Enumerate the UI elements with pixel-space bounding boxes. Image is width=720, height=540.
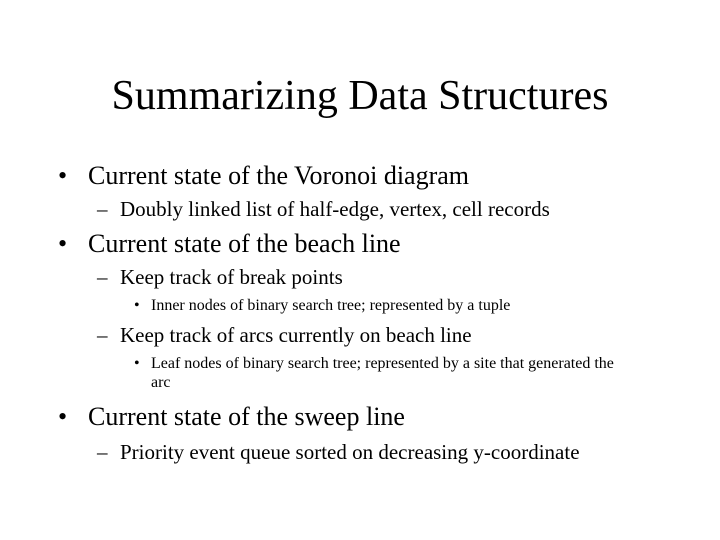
sub-bullet-break-points xyxy=(97,265,343,290)
bullet-marker: • xyxy=(58,402,68,431)
sub-sub-bullet-leaf-nodes xyxy=(134,354,631,392)
bullet-sweep-line-state xyxy=(58,402,405,432)
sub-bullet-marker: – xyxy=(97,323,108,347)
bullet-marker: • xyxy=(58,161,68,190)
sub-bullet-text: Priority event queue sorted on decreasing y-coordinate xyxy=(120,440,580,464)
sub-bullet-arcs xyxy=(97,323,472,348)
bullet-text: Current state of the beach line xyxy=(88,229,401,258)
sub-bullet-priority-queue xyxy=(97,440,580,465)
sub-bullet-text: Doubly linked list of half-edge, vertex, cell records xyxy=(120,197,550,221)
bullet-beach-line-state xyxy=(58,229,401,259)
sub-bullet-text: Keep track of arcs currently on beach line xyxy=(120,323,472,347)
bullet-voronoi-state xyxy=(58,161,469,191)
sub-sub-bullet-marker: • xyxy=(134,297,140,314)
sub-bullet-marker: – xyxy=(97,197,108,221)
sub-bullet-text: Keep track of break points xyxy=(120,265,343,289)
sub-sub-bullet-text: Leaf nodes of binary search tree; represented by a site that generated the arc xyxy=(151,355,614,391)
sub-sub-bullet-inner-nodes xyxy=(134,296,510,315)
sub-sub-bullet-text: Inner nodes of binary search tree; represented by a tuple xyxy=(151,297,511,314)
slide-title: Summarizing Data Structures xyxy=(111,73,609,119)
bullet-text: Current state of the sweep line xyxy=(88,402,405,431)
bullet-text: Current state of the Voronoi diagram xyxy=(88,161,470,190)
bullet-marker: • xyxy=(58,229,68,258)
sub-bullet-marker: – xyxy=(97,265,108,289)
sub-bullet-doubly-linked-list xyxy=(97,197,550,222)
sub-bullet-marker: – xyxy=(97,440,108,464)
sub-sub-bullet-marker: • xyxy=(134,355,140,372)
